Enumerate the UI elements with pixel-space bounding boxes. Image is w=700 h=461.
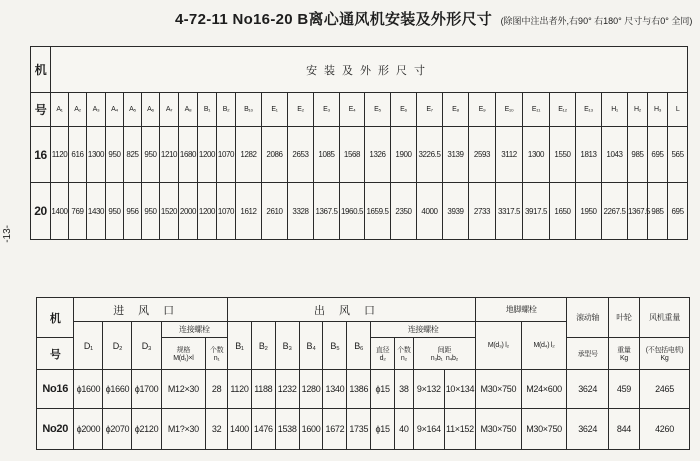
model-header-top: 机 bbox=[31, 47, 51, 93]
cell-value: 32 bbox=[206, 409, 228, 450]
cell-value: 844 bbox=[608, 409, 639, 450]
dim-symbol: H₃ bbox=[648, 93, 668, 127]
dim-symbol: E₆ bbox=[391, 93, 417, 127]
dim-symbol: A₅ bbox=[124, 93, 142, 127]
dim-value: 1300 bbox=[523, 127, 550, 183]
impeller-unit: Kg bbox=[619, 355, 628, 362]
dim-value: 950 bbox=[106, 183, 124, 240]
cell-value: 1735 bbox=[347, 409, 371, 450]
cell-value: 2465 bbox=[640, 370, 690, 409]
dim-symbol: A₈ bbox=[179, 93, 198, 127]
cell-value: M30×750 bbox=[521, 409, 567, 450]
dim-value: 1282 bbox=[236, 127, 262, 183]
dim-symbol: E₇ bbox=[417, 93, 443, 127]
dim-value: 950 bbox=[142, 183, 160, 240]
bolt-count-cell bbox=[206, 338, 228, 370]
dim-value: 1070 bbox=[217, 127, 236, 183]
inlet-conn-bolt-header: 连接螺栓 bbox=[161, 322, 227, 338]
anchor-sym-2: M(d₄) l₂ bbox=[521, 322, 567, 370]
dim-symbol: H₁ bbox=[602, 93, 628, 127]
cell-value: 1232 bbox=[275, 370, 299, 409]
cell-value: 1538 bbox=[275, 409, 299, 450]
dim-value: 695 bbox=[668, 183, 688, 240]
outlet-spacing-sym-1: n₃b₁ bbox=[430, 355, 443, 362]
bolt-count-label: 个数 bbox=[209, 347, 224, 354]
outlet-sym-b1: B₁ bbox=[228, 322, 252, 370]
dim-value: 1300 bbox=[87, 127, 106, 183]
dim-value: 1900 bbox=[391, 127, 417, 183]
dim-value: 1950 bbox=[576, 183, 602, 240]
dim-symbol: E₈ bbox=[443, 93, 469, 127]
dim-symbol: E₉ bbox=[469, 93, 496, 127]
fan-weight-note: (不包括电机) bbox=[645, 347, 684, 354]
dim-value: 1520 bbox=[160, 183, 179, 240]
dim-symbol: A₂ bbox=[69, 93, 87, 127]
dim-value: 3112 bbox=[496, 127, 523, 183]
dim-symbol: A₁ bbox=[51, 93, 69, 127]
dim-value: 1120 bbox=[51, 127, 69, 183]
outlet-sym-b6: B₆ bbox=[347, 322, 371, 370]
cell-value: 10×134 bbox=[444, 370, 475, 409]
title-note: (除图中注出者外,右90° 右180° 尺寸与右0° 全同) bbox=[500, 16, 693, 26]
page-title bbox=[175, 8, 695, 30]
dim-value: 3226.5 bbox=[417, 127, 443, 183]
dim-symbol: A₆ bbox=[142, 93, 160, 127]
dimensions-table bbox=[30, 46, 688, 240]
dim-value: 1813 bbox=[576, 127, 602, 183]
cell-value: 1280 bbox=[299, 370, 323, 409]
inlet-sym-d1: D₁ bbox=[74, 322, 103, 370]
dim-value: 3939 bbox=[443, 183, 469, 240]
dim-value: 2610 bbox=[262, 183, 288, 240]
cell-value: M30×750 bbox=[476, 409, 522, 450]
outlet-sym-b4: B₄ bbox=[299, 322, 323, 370]
outlet-count-sym: n₂ bbox=[400, 355, 407, 362]
group-header: 安装及外形尺寸 bbox=[51, 47, 688, 93]
cell-value: ϕ15 bbox=[371, 409, 395, 450]
fan-weight-sub-cell bbox=[640, 338, 690, 370]
cell-value: M24×600 bbox=[521, 370, 567, 409]
dim-symbol: A₃ bbox=[87, 93, 106, 127]
outlet-spacing-cell bbox=[413, 338, 475, 370]
outlet-sym-b3: B₃ bbox=[275, 322, 299, 370]
model-label: No20 bbox=[37, 409, 74, 450]
inlet-header: 进风口 bbox=[74, 298, 228, 322]
dim-value: 3139 bbox=[443, 127, 469, 183]
cell-value: 1476 bbox=[251, 409, 275, 450]
dim-value: 769 bbox=[69, 183, 87, 240]
dim-value: 1650 bbox=[550, 183, 576, 240]
dim-symbol: E₁₃ bbox=[576, 93, 602, 127]
dim-symbol: E₁₁ bbox=[523, 93, 550, 127]
outlet-sym-b2: B₂ bbox=[251, 322, 275, 370]
dim-value: 2267.5 bbox=[602, 183, 628, 240]
bolt-spec-sym: M(d₁)×l bbox=[173, 355, 194, 362]
dim-value: 985 bbox=[628, 127, 648, 183]
cell-value: 40 bbox=[395, 409, 414, 450]
bearing-sub: 承型号 bbox=[567, 338, 609, 370]
dim-value: 950 bbox=[142, 127, 160, 183]
bearing-header: 滚动轴 bbox=[567, 298, 609, 338]
dim-value: 1200 bbox=[198, 127, 217, 183]
dim-value: 1550 bbox=[550, 127, 576, 183]
dim-value: 1043 bbox=[602, 127, 628, 183]
cell-value: ϕ1660 bbox=[103, 370, 132, 409]
outlet-dia-cell bbox=[371, 338, 395, 370]
dim-value: 695 bbox=[648, 127, 668, 183]
cell-value: 9×164 bbox=[413, 409, 444, 450]
dim-symbol: A₇ bbox=[160, 93, 179, 127]
dim-value: 1210 bbox=[160, 127, 179, 183]
fan-weight-header: 风机重量 bbox=[640, 298, 690, 338]
outlet-dia-label: 直径 bbox=[375, 347, 390, 354]
dim-value: 1200 bbox=[198, 183, 217, 240]
outlet-sym-b5: B₅ bbox=[323, 322, 347, 370]
cell-value: ϕ1600 bbox=[74, 370, 103, 409]
dim-value: 1400 bbox=[51, 183, 69, 240]
outlet-count-label: 个数 bbox=[397, 347, 411, 354]
dim-value: 1430 bbox=[87, 183, 106, 240]
dim-value: 1326 bbox=[365, 127, 391, 183]
cell-value: 3624 bbox=[567, 409, 609, 450]
cell-value: M12×30 bbox=[161, 370, 206, 409]
fan-weight-unit: Kg bbox=[660, 355, 669, 362]
model-header-bottom: 号 bbox=[31, 93, 51, 127]
dim-value: 1612 bbox=[236, 183, 262, 240]
dim-value: 4000 bbox=[417, 183, 443, 240]
dim-value: 985 bbox=[648, 183, 668, 240]
dim-value: 950 bbox=[106, 127, 124, 183]
dim-symbol: L bbox=[668, 93, 688, 127]
model-label: No16 bbox=[37, 370, 74, 409]
outlet-header: 出风口 bbox=[228, 298, 476, 322]
dim-symbol: E₂ bbox=[288, 93, 314, 127]
cell-value: 3624 bbox=[567, 370, 609, 409]
impeller-sub-cell bbox=[608, 338, 639, 370]
bolt-spec-label: 规格 bbox=[176, 347, 191, 354]
dim-value: 3328 bbox=[288, 183, 314, 240]
cell-value: 1386 bbox=[347, 370, 371, 409]
cell-value: 1600 bbox=[299, 409, 323, 450]
dim-value: 1568 bbox=[340, 127, 365, 183]
dim-value: 825 bbox=[124, 127, 142, 183]
anchor-bolt-header: 地脚螺栓 bbox=[476, 298, 567, 322]
dim-value: 616 bbox=[69, 127, 87, 183]
dim-value: 2086 bbox=[262, 127, 288, 183]
dim-symbol: B₁₀ bbox=[236, 93, 262, 127]
cell-value: M30×750 bbox=[476, 370, 522, 409]
cell-value: 38 bbox=[395, 370, 414, 409]
dim-value: 2733 bbox=[469, 183, 496, 240]
dim-value: 1659.5 bbox=[365, 183, 391, 240]
dim-value: 1680 bbox=[179, 127, 198, 183]
dim-value: 2000 bbox=[179, 183, 198, 240]
dim-value: 2653 bbox=[288, 127, 314, 183]
title-main: 4-72-11 No16-20 B离心通风机安装及外形尺寸 bbox=[175, 11, 493, 28]
dim-value: 3317.5 bbox=[496, 183, 523, 240]
dim-value: 956 bbox=[124, 183, 142, 240]
model-label: 20 bbox=[31, 183, 51, 240]
impeller-header: 叶轮 bbox=[608, 298, 639, 338]
inlet-sym-d2: D₂ bbox=[103, 322, 132, 370]
cell-value: 9×132 bbox=[413, 370, 444, 409]
dim-value: 1070 bbox=[217, 183, 236, 240]
dim-value: 2593 bbox=[469, 127, 496, 183]
dim-value: 3917.5 bbox=[523, 183, 550, 240]
outlet-count-cell bbox=[395, 338, 414, 370]
dim-value: 1960.5 bbox=[340, 183, 365, 240]
model-header-bottom: 号 bbox=[37, 338, 74, 370]
bolt-count-sym: n₁ bbox=[213, 355, 220, 362]
cell-value: ϕ2070 bbox=[103, 409, 132, 450]
dim-symbol: E₅ bbox=[365, 93, 391, 127]
outlet-spacing-label: 间距 bbox=[437, 347, 452, 354]
model-label: 16 bbox=[31, 127, 51, 183]
dim-value: 1367.5 bbox=[628, 183, 648, 240]
cell-value: 1672 bbox=[323, 409, 347, 450]
cell-value: 4260 bbox=[640, 409, 690, 450]
dim-value: 1367.5 bbox=[314, 183, 340, 240]
cell-value: ϕ1700 bbox=[132, 370, 161, 409]
cell-value: 1340 bbox=[323, 370, 347, 409]
cell-value: 459 bbox=[608, 370, 639, 409]
cell-value: ϕ2000 bbox=[74, 409, 103, 450]
dim-symbol: H₂ bbox=[628, 93, 648, 127]
dim-symbol: E₁₂ bbox=[550, 93, 576, 127]
cell-value: 1400 bbox=[228, 409, 252, 450]
outlet-conn-bolt-header: 连接螺栓 bbox=[371, 322, 476, 338]
dim-symbol: E₁₀ bbox=[496, 93, 523, 127]
outlet-spacing-sym-2: n₄b₂ bbox=[445, 355, 459, 362]
dim-symbol: E₁ bbox=[262, 93, 288, 127]
dim-symbol: E₃ bbox=[314, 93, 340, 127]
outlet-dia-sym: d₂ bbox=[379, 355, 386, 362]
cell-value: ϕ2120 bbox=[132, 409, 161, 450]
cell-value: ϕ15 bbox=[371, 370, 395, 409]
dim-value: 1085 bbox=[314, 127, 340, 183]
bolt-spec-cell bbox=[161, 338, 206, 370]
inlet-sym-d3: D₃ bbox=[132, 322, 161, 370]
cell-value: 1120 bbox=[228, 370, 252, 409]
impeller-sub-weight: 重量 bbox=[617, 347, 631, 354]
dim-symbol: B₂ bbox=[217, 93, 236, 127]
anchor-sym-1: M(d₃) l₂ bbox=[476, 322, 522, 370]
model-header-top: 机 bbox=[37, 298, 74, 338]
connection-table bbox=[36, 297, 690, 450]
cell-value: 1188 bbox=[251, 370, 275, 409]
dim-symbol: A₄ bbox=[106, 93, 124, 127]
cell-value: M1?×30 bbox=[161, 409, 206, 450]
dim-symbol: E₄ bbox=[340, 93, 365, 127]
cell-value: 11×152 bbox=[444, 409, 475, 450]
cell-value: 28 bbox=[206, 370, 228, 409]
page-number: -13- bbox=[2, 225, 13, 243]
dim-value: 2350 bbox=[391, 183, 417, 240]
dim-symbol: B₁ bbox=[198, 93, 217, 127]
dim-value: 565 bbox=[668, 127, 688, 183]
